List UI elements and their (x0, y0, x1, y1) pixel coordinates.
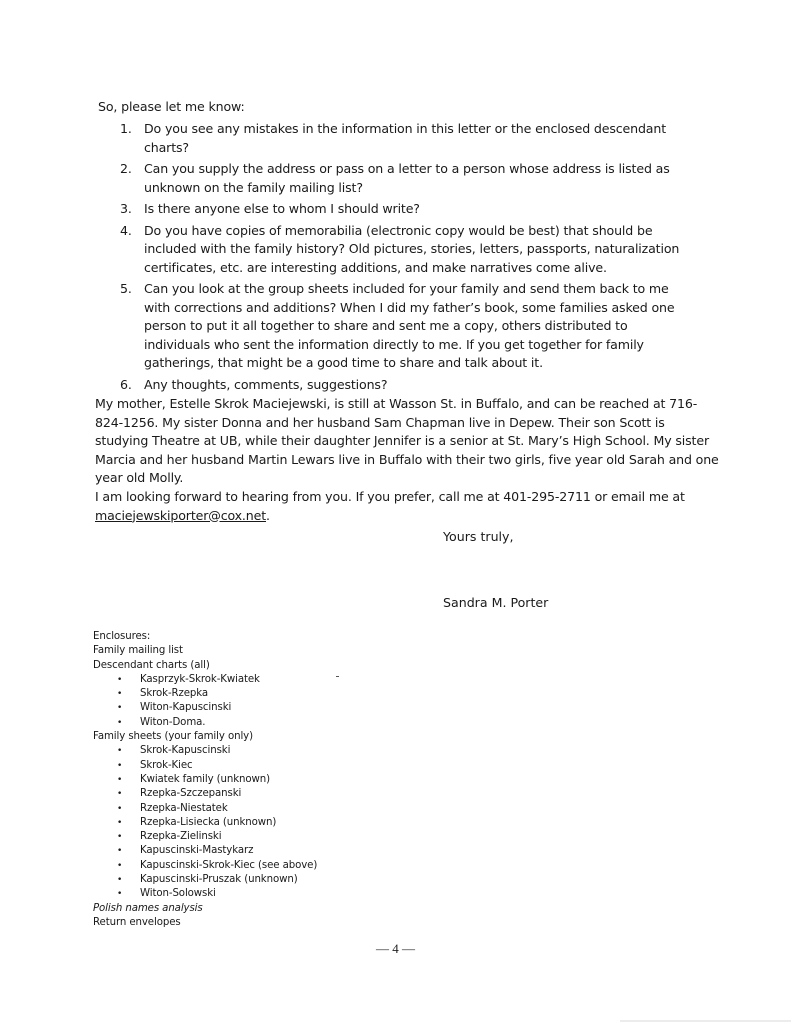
list-item (93, 830, 317, 844)
bullet-icon: • (117, 746, 123, 757)
email-link[interactable]: maciejewskiporter@cox.net (95, 507, 267, 523)
question-number: 5. (120, 281, 132, 296)
question-text: Any thoughts, comments, suggestions? (144, 376, 388, 392)
question-item (120, 222, 680, 278)
enclosures-section (93, 630, 317, 930)
closing-paragraph (95, 488, 720, 525)
bullet-icon: • (117, 689, 123, 700)
family-sheets-heading: Family sheets (your family only) (93, 731, 253, 743)
list-item (93, 759, 317, 773)
enclosure-mailing-list: Family mailing list (93, 645, 183, 657)
list-item (93, 687, 317, 701)
closing-text: I am looking forward to hearing from you. If you prefer, call me at 401-295-2711 or email me at (95, 489, 685, 504)
bullet-icon: • (117, 860, 123, 871)
list-item (93, 859, 317, 873)
question-text: Do you have copies of memorabilia (electronic copy would be best) that should be included with the family history? Old pictures, stories, letters, passports, naturalization certificates, etc. are interesting additions, and make narratives come alive. (144, 222, 680, 275)
question-item (120, 280, 680, 373)
enclosure-return-envelopes: Return envelopes (93, 916, 181, 928)
question-number: 6. (120, 376, 132, 392)
question-number: 2. (120, 161, 132, 176)
list-item (93, 873, 317, 887)
bullet-icon: • (117, 774, 123, 785)
question-number: 1. (120, 121, 132, 136)
question-item (120, 200, 680, 219)
valediction: Yours truly, (443, 529, 514, 544)
list-item-text: Rzepka-Szczepanski (140, 788, 242, 800)
bullet-icon: • (117, 760, 123, 771)
list-item-text: Kapuscinski-Skrok-Kiec (see above) (140, 859, 318, 871)
bullet-icon: • (117, 717, 123, 728)
list-item-text: Skrok-Kapuscinski (140, 745, 231, 757)
list-item-text: Skrok-Rzepka (140, 688, 209, 700)
descendant-charts-list (93, 673, 317, 730)
family-paragraph: My mother, Estelle Skrok Maciejewski, is still at Wasson St. in Buffalo, and can be reached at 716-824-1256. My sister Donna and her husband Sam Chapman live in Depew. Their son Scott is studying Theatre at UB, while their daughter Jennifer is a senior at St. Mary’s High School. My sister Marcia and her husband Martin Lewars live in Buffalo with their two girls, five year old Sarah and one year old Molly. (95, 396, 719, 485)
bullet-icon: • (117, 789, 123, 800)
list-item (93, 816, 317, 830)
page-number: — 4 — (376, 941, 415, 956)
enclosure-polish-names: Polish names analysis (93, 902, 203, 914)
bullet-icon: • (117, 817, 123, 828)
list-item-text: Kapuscinski-Pruszak (unknown) (140, 874, 298, 886)
descendant-charts-heading: Descendant charts (all) (93, 659, 210, 671)
list-item (93, 844, 317, 858)
scan-edge-artifact (620, 1020, 791, 1022)
list-item (93, 787, 317, 801)
bullet-icon: • (117, 803, 123, 814)
intro-line: So, please let me know: (98, 99, 245, 114)
list-item (93, 701, 317, 715)
list-item (93, 716, 317, 730)
list-item (93, 744, 317, 758)
question-text: Is there anyone else to whom I should write? (144, 201, 420, 216)
list-item-text: Skrok-Kiec (140, 759, 193, 771)
question-text: Can you supply the address or pass on a letter to a person whose address is listed as unknown on the family mailing list? (144, 161, 670, 195)
question-number: 4. (120, 222, 132, 238)
bullet-icon: • (117, 703, 123, 714)
list-item (93, 673, 317, 687)
list-item-text: Kapuscinski-Mastykarz (140, 845, 254, 857)
bullet-icon: • (117, 875, 123, 886)
list-item-text: Witon-Solowski (140, 888, 216, 900)
bullet-icon: • (117, 674, 123, 685)
list-item-text: Rzepka-Niestatek (140, 802, 228, 814)
signature-name: Sandra M. Porter (443, 595, 549, 610)
list-item-text: Rzepka-Zielinski (140, 831, 222, 843)
list-item (93, 887, 317, 901)
question-item (120, 376, 680, 395)
list-item-text: Witon-Doma. (140, 716, 206, 728)
bullet-icon: • (117, 889, 123, 900)
list-item-text: Rzepka-Lisiecka (unknown) (140, 816, 277, 828)
question-item (120, 120, 680, 157)
questions-list (120, 120, 680, 397)
bullet-icon: • (117, 846, 123, 857)
question-item (120, 160, 680, 197)
list-item-text: Kasprzyk-Skrok-Kwiatek (140, 673, 260, 685)
question-text: Do you see any mistakes in the information in this letter or the enclosed descendant charts? (144, 121, 666, 155)
family-sheets-list (93, 744, 317, 901)
question-text: Can you look at the group sheets included for your family and send them back to me with corrections and additions? When I did my father’s book, some families asked one person to put it all together to share and sent me a copy, others distributed to individuals who sent the information directly to me. If you get together for family gatherings, that might be a good time to share and talk about it. (144, 281, 675, 370)
question-number: 3. (120, 201, 132, 216)
closing-period: . (266, 507, 270, 523)
bullet-icon: • (117, 832, 123, 843)
list-item-text: Kwiatek family (unknown) (140, 773, 271, 785)
list-item-text: Witon-Kapuscinski (140, 702, 232, 714)
enclosures-heading: Enclosures: (93, 631, 151, 642)
scan-mark (336, 676, 339, 677)
list-item (93, 802, 317, 816)
list-item (93, 773, 317, 787)
